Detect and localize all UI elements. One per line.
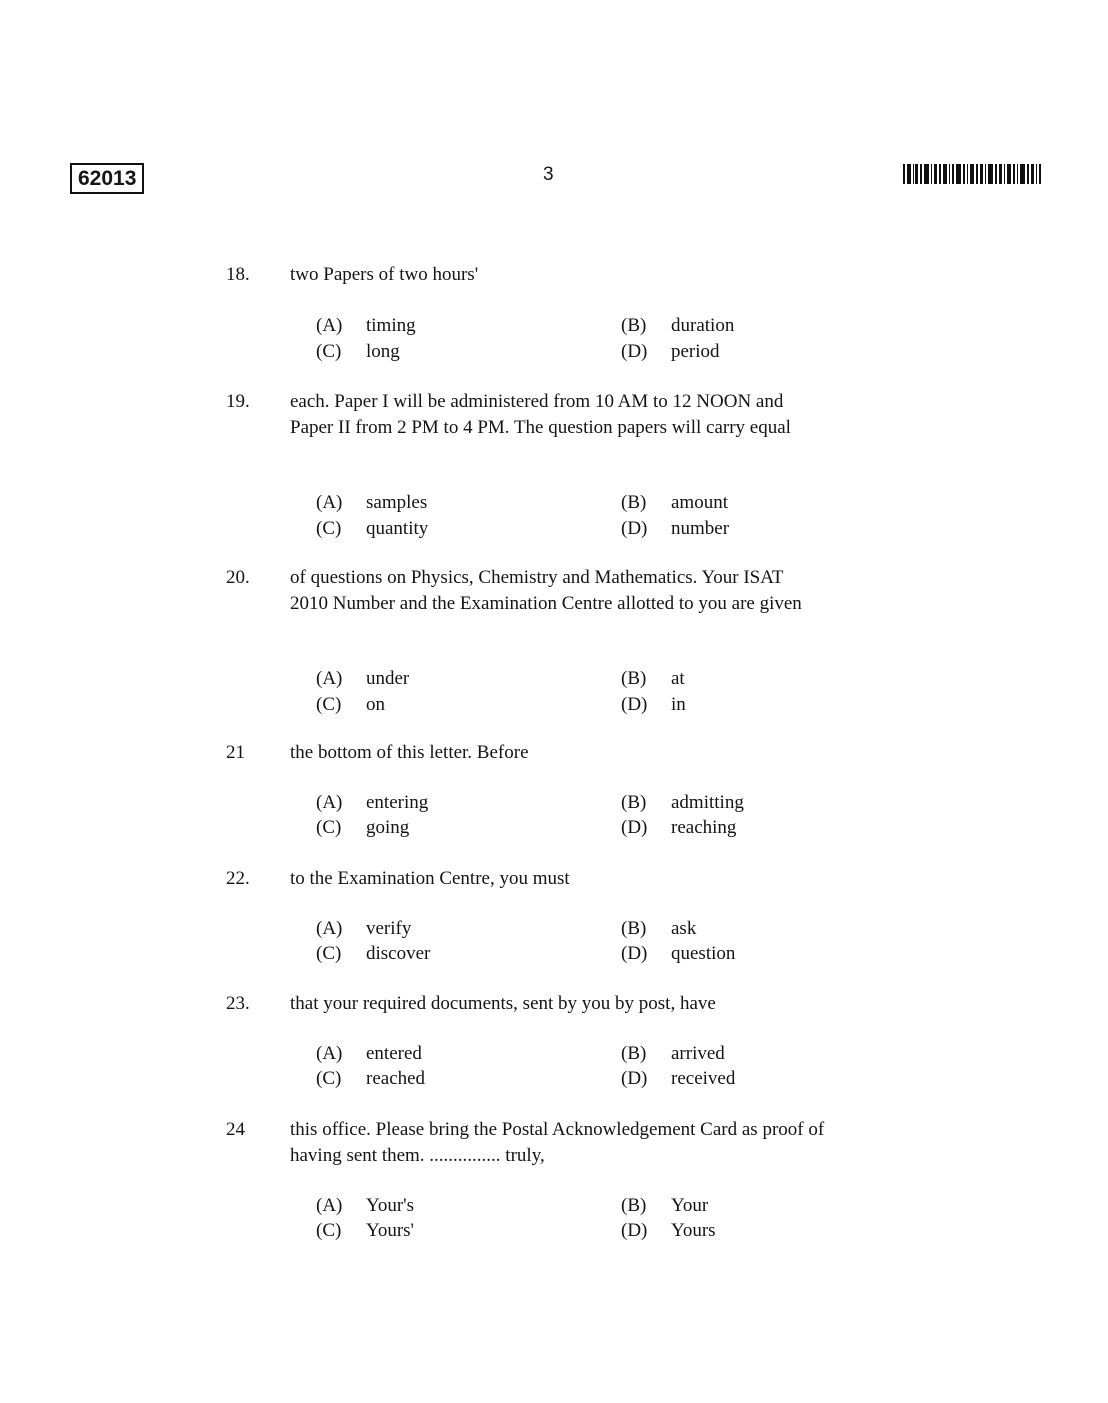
question-line: each. Paper I will be administered from 10 AM to 12 NOON and [290,391,784,412]
option-b [621,1041,725,1067]
option-text: period [671,341,720,362]
option-a [316,790,428,816]
question-number: 19. [226,391,250,412]
option-label: (D) [621,341,648,362]
barcode-icon [903,164,1041,184]
option-label: (A) [316,1195,343,1216]
option-b [621,313,734,339]
paper-code: 62013 [78,167,137,190]
option-label: (D) [621,817,648,838]
option-text: in [671,694,686,715]
question-text [290,389,915,441]
question-number: 23. [226,993,250,1014]
option-a [316,666,409,692]
option-text: under [366,668,410,689]
question-text [290,866,915,892]
question-line: this office. Please bring the Postal Acknowledgement Card as proof of [290,1119,825,1140]
option-label: (B) [621,1043,647,1064]
option-d [621,1218,716,1244]
option-text: arrived [671,1043,725,1064]
option-b [621,916,696,942]
question-number: 18. [226,264,250,285]
option-c [316,1218,414,1244]
option-text: Your [671,1195,709,1216]
option-a [316,313,416,339]
option-label: (C) [316,1068,342,1089]
option-c [316,692,385,718]
option-text: Yours' [366,1220,414,1241]
question-line: the bottom of this letter. Before [290,742,529,763]
option-d [621,1066,735,1092]
option-label: (A) [316,918,343,939]
option-text: duration [671,315,735,336]
option-text: Yours [671,1220,716,1241]
option-text: Your's [366,1195,414,1216]
question-number: 22. [226,868,250,889]
option-text: reaching [671,817,737,838]
option-c [316,516,428,542]
option-label: (A) [316,1043,343,1064]
paper-code-box [70,163,144,194]
option-label: (D) [621,518,648,539]
question-text [290,565,915,617]
option-b [621,666,685,692]
option-label: (D) [621,1068,648,1089]
question-text [290,740,915,766]
question-text [290,991,915,1017]
option-b [621,790,744,816]
option-label: (D) [621,943,648,964]
option-a [316,1041,422,1067]
option-label: (B) [621,492,647,513]
option-text: timing [366,315,416,336]
option-a [316,916,411,942]
option-label: (B) [621,668,647,689]
option-d [621,692,686,718]
option-d [621,941,735,967]
option-c [316,815,409,841]
option-text: admitting [671,792,744,813]
question-line: of questions on Physics, Chemistry and Mathematics. Your ISAT [290,567,784,588]
option-c [316,941,430,967]
option-text: quantity [366,518,429,539]
option-label: (C) [316,341,342,362]
option-text: received [671,1068,736,1089]
option-c [316,339,400,365]
option-label: (A) [316,315,343,336]
option-text: verify [366,918,412,939]
option-d [621,815,736,841]
question-text [290,1117,915,1169]
question-number: 20. [226,567,250,588]
option-label: (C) [316,817,342,838]
option-label: (C) [316,694,342,715]
option-text: discover [366,943,431,964]
option-c [316,1066,425,1092]
option-text: number [671,518,730,539]
option-label: (C) [316,1220,342,1241]
option-label: (B) [621,1195,647,1216]
option-text: on [366,694,385,715]
option-d [621,516,729,542]
option-label: (B) [621,315,647,336]
option-label: (D) [621,694,648,715]
option-text: entering [366,792,429,813]
option-a [316,1193,414,1219]
question-number: 24 [226,1119,245,1140]
option-text: entered [366,1043,422,1064]
option-b [621,1193,708,1219]
option-label: (A) [316,492,343,513]
question-line: two Papers of two hours' [290,264,479,285]
question-text [290,262,915,288]
option-text: amount [671,492,728,513]
option-label: (A) [316,668,343,689]
option-label: (B) [621,918,647,939]
option-label: (A) [316,792,343,813]
option-b [621,490,728,516]
question-line: having sent them. ............... truly, [290,1145,545,1166]
question-number: 21 [226,742,245,763]
question-line: that your required documents, sent by you by post, have [290,993,716,1014]
option-label: (D) [621,1220,648,1241]
option-label: (C) [316,518,342,539]
option-text: question [671,943,736,964]
option-text: going [366,817,410,838]
option-label: (C) [316,943,342,964]
question-line: to the Examination Centre, you must [290,868,570,889]
option-text: samples [366,492,428,513]
option-text: reached [366,1068,426,1089]
option-text: at [671,668,685,689]
page-number: 3 [543,164,554,185]
option-d [621,339,720,365]
option-a [316,490,427,516]
option-label: (B) [621,792,647,813]
option-text: ask [671,918,697,939]
option-text: long [366,341,400,362]
question-line: Paper II from 2 PM to 4 PM. The question papers will carry equal [290,417,791,438]
question-line: 2010 Number and the Examination Centre allotted to you are given [290,593,802,614]
